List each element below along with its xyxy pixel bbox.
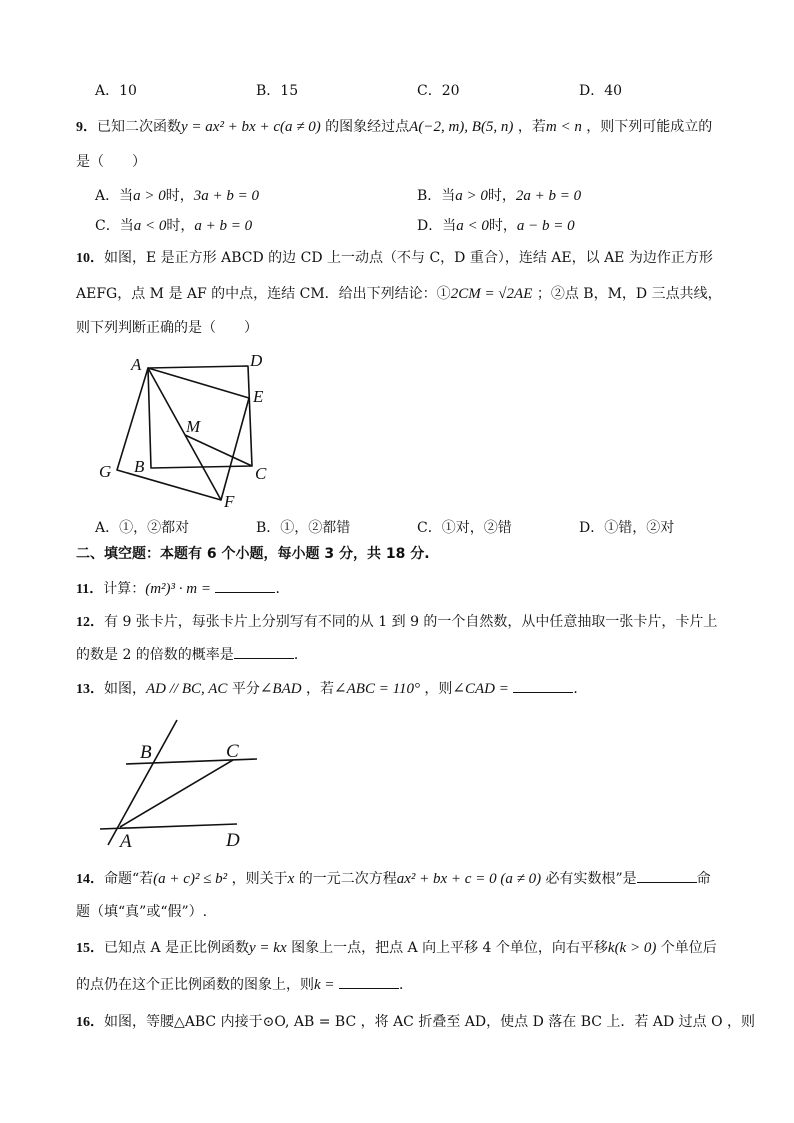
q8-option-c: C．20 — [417, 83, 460, 99]
q11-text: 计算： — [103, 581, 146, 597]
label-e: E — [253, 387, 264, 406]
q13-angle: ∠BAD — [259, 681, 302, 697]
q16-text: 如图，等腰△ABC 内接于⊙O, AB = BC ，将 AC 折叠至 AD，使点 D 落在 BC 上．若 AD 过点 O ，则 — [104, 1014, 756, 1030]
q12-text: 有 9 张卡片，每张卡片上分别写有不同的从 1 到 9 的一个自然数，从中任意抽取一张卡片，卡片上 — [104, 614, 718, 630]
q14-var: x — [287, 871, 295, 887]
q15-end: ． — [398, 977, 413, 993]
question-number: 16． — [76, 1015, 104, 1030]
q16-line-1 — [76, 1012, 755, 1033]
q14-text: ，则关于 — [227, 871, 288, 887]
option-text: A．当 — [95, 188, 134, 204]
q14-line-1 — [76, 868, 711, 890]
option-text: 时， — [487, 188, 516, 204]
q14-equation: ax² + bx + c = 0 (a ≠ 0) — [396, 871, 542, 887]
label-f: F — [224, 492, 235, 511]
q9-text: 已知二次函数 — [97, 119, 181, 135]
label-d: D — [250, 351, 263, 370]
q10-text: 如图，E 是正方形 ABCD 的边 CD 上一动点（不与 C，D 重合），连结 AE，以 AE 为边作正方形 — [104, 250, 713, 266]
q10-option-b: B．①，②都错 — [256, 520, 351, 536]
label-c: C — [226, 741, 239, 762]
q14-text: 命 — [696, 871, 711, 887]
label-g: G — [99, 462, 112, 481]
question-number: 9． — [76, 120, 97, 135]
q9-formula: y = ax² + bx + c(a ≠ 0) — [181, 119, 321, 135]
q13-given: AD // BC, AC — [146, 681, 228, 697]
q9-text: 的图象经过点 — [320, 119, 410, 135]
label-b: B — [134, 457, 145, 476]
option-math: 3a + b = 0 — [193, 188, 259, 204]
section-heading: 二、填空题：本题有 6 个小题，每小题 3 分，共 18 分. — [76, 546, 430, 562]
label-c: C — [255, 464, 267, 483]
label-a: A — [120, 831, 132, 852]
answer-blank[interactable] — [637, 868, 697, 883]
q15-k-condition: k(k > 0) — [607, 940, 657, 956]
q9-text: ，若 — [513, 119, 546, 135]
q14-condition: (a + c)² ≤ b² — [153, 871, 228, 887]
question-number: 13． — [76, 682, 104, 697]
q14-text: 必有实数根”是 — [541, 871, 637, 887]
label-a: A — [131, 355, 142, 374]
option-text: 时， — [488, 218, 517, 234]
option-math: a − b = 0 — [516, 218, 575, 234]
q10-line-3: 则下列判断正确的是（ ） — [76, 320, 258, 336]
q10-option-c: C．①对，②错 — [417, 520, 512, 536]
question-number: 12． — [76, 615, 104, 630]
q12-text: 的数是 2 的倍数的概率是 — [76, 647, 234, 663]
q13-end: ． — [573, 681, 588, 697]
q8-option-a: A．10 — [95, 83, 137, 99]
option-math: a < 0 — [133, 218, 167, 234]
q15-text: 已知点 A 是正比例函数 — [104, 940, 250, 956]
q8-option-b: B．15 — [256, 83, 299, 99]
q10-text: ；②点 B，M，D 三点共线， — [532, 286, 722, 302]
q10-option-a: A．①，②都对 — [95, 520, 190, 536]
question-number: 11． — [76, 582, 104, 597]
q11-expression: (m²)³ · m = — [145, 581, 212, 597]
option-text: B．当 — [417, 188, 456, 204]
q13-text: ，若 — [301, 681, 335, 697]
option-math: a < 0 — [456, 218, 489, 234]
q13-angle: ∠ABC = 110° — [334, 681, 420, 697]
label-d: D — [226, 830, 240, 851]
q10-text: AEFG，点 M 是 AF 的中点，连结 CM．给出下列结论：① — [76, 286, 451, 302]
question-number: 14． — [76, 872, 104, 887]
option-math: a > 0 — [133, 188, 166, 204]
q8-option-d: D．40 — [579, 83, 623, 99]
q15-text: 个单位后 — [656, 940, 717, 956]
q13-text: 平分 — [227, 681, 260, 697]
q10-equation: 2CM = √2AE — [450, 286, 533, 302]
q11-end: ． — [275, 581, 290, 597]
q9-points: A(−2, m), B(5, n) — [409, 119, 514, 135]
option-text: C．当 — [95, 218, 134, 234]
q13-angle: ∠CAD = — [452, 681, 509, 697]
question-number: 10． — [76, 251, 104, 266]
q9-text: ，则下列可能成立的 — [581, 119, 713, 135]
q9-line-2: 是（ ） — [76, 154, 146, 170]
q10-option-d: D．①错，②对 — [579, 520, 675, 536]
option-text: D．当 — [417, 218, 457, 234]
q14-text: 命题“若 — [104, 871, 154, 887]
option-math: 2a + b = 0 — [515, 188, 582, 204]
answer-blank[interactable] — [339, 974, 399, 989]
q15-k: k = — [314, 977, 335, 993]
q15-text: 图象上一点，把点 A 向上平移 4 个单位，向右平移 — [286, 940, 608, 956]
q15-function: y = kx — [249, 940, 287, 956]
q12-end: ． — [293, 647, 308, 663]
question-number: 15． — [76, 941, 104, 956]
q14-text: 的一元二次方程 — [294, 871, 397, 887]
q13-text: 如图， — [104, 681, 146, 697]
q14-line-2: 题（填“真”或“假”）. — [76, 904, 208, 920]
option-text: 时， — [165, 188, 194, 204]
option-text: 时， — [166, 218, 195, 234]
q15-line-1 — [76, 938, 717, 959]
label-b: B — [140, 742, 152, 763]
q13-text: ，则 — [419, 681, 453, 697]
option-math: a > 0 — [455, 188, 488, 204]
label-m: M — [186, 417, 201, 436]
q9-condition: m < n — [545, 119, 582, 135]
q15-line-2 — [76, 974, 413, 995]
q15-text: 的点仍在这个正比例函数的图象上，则 — [76, 977, 314, 993]
option-math: a + b = 0 — [194, 218, 253, 234]
